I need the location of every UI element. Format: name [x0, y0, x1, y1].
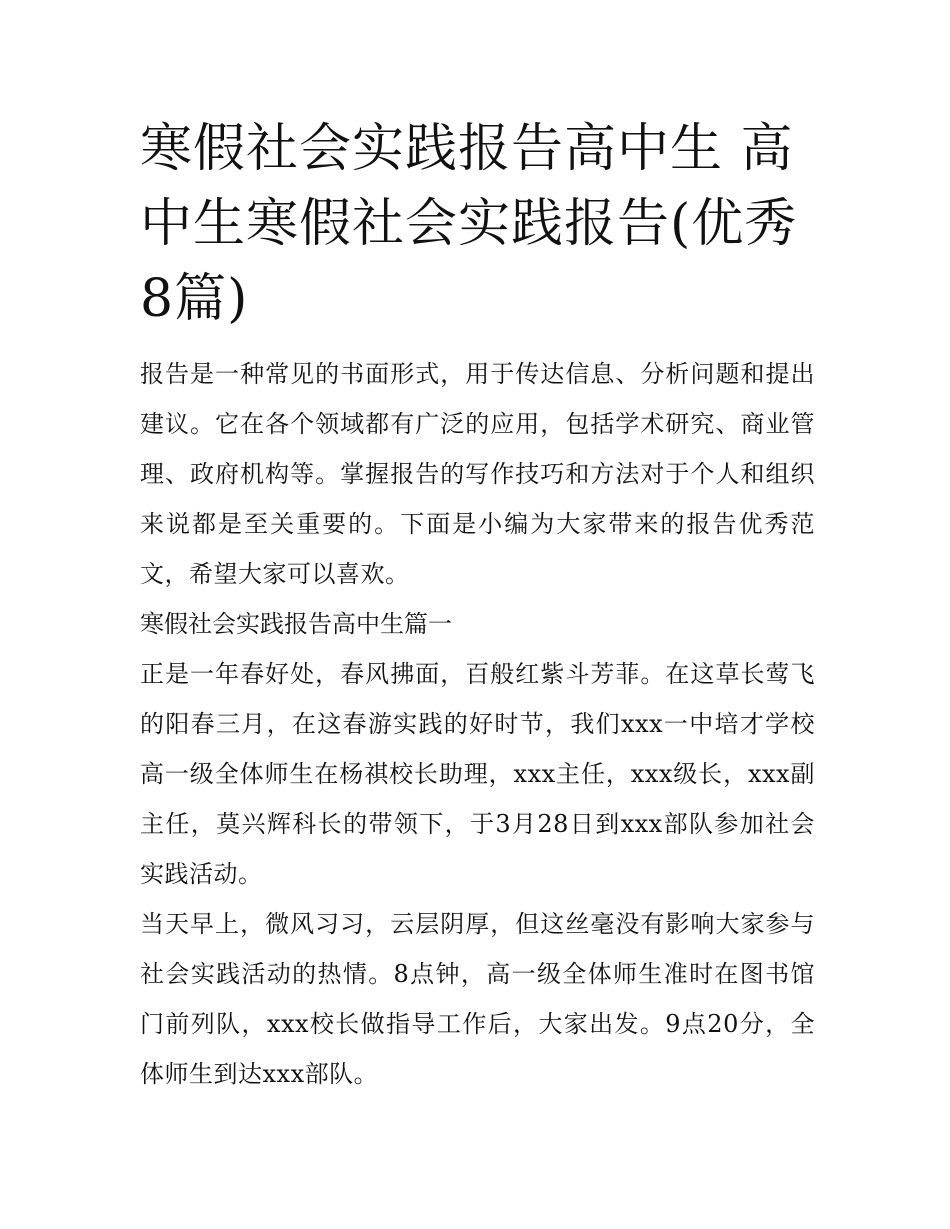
section-heading: 寒假社会实践报告高中生篇一	[140, 610, 452, 638]
intro-paragraph: 报告是一种常见的书面形式，用于传达信息、分析问题和提出建议。它在各个领域都有广泛的应用，包括学术研究、商业管理、政府机构等。掌握报告的写作技巧和方法对于个人和组织来说都是至关重要的。下面是小编为大家带来的报告优秀范文，希望大家可以喜欢。	[140, 360, 815, 588]
document-title: 寒假社会实践报告高中生 高中生寒假社会实践报告(优秀8篇)	[140, 119, 798, 329]
document-body	[140, 349, 815, 1099]
body-paragraph-1: 正是一年春好处，春风拂面，百般红紫斗芳菲。在这草长莺飞的阳春三月，在这春游实践的好时节，我们xxx一中培才学校高一级全体师生在杨祺校长助理，xxx主任，xxx级长，xxx副主任，莫兴辉科长的带领下，于3月28日到xxx部队参加社会实践活动。	[140, 660, 815, 888]
document-page	[140, 112, 815, 1099]
body-paragraph-2: 当天早上，微风习习，云层阴厚，但这丝毫没有影响大家参与社会实践活动的热情。8点钟，高一级全体师生准时在图书馆门前列队，xxx校长做指导工作后，大家出发。9点20分，全体师生到达xxx部队。	[140, 910, 815, 1088]
